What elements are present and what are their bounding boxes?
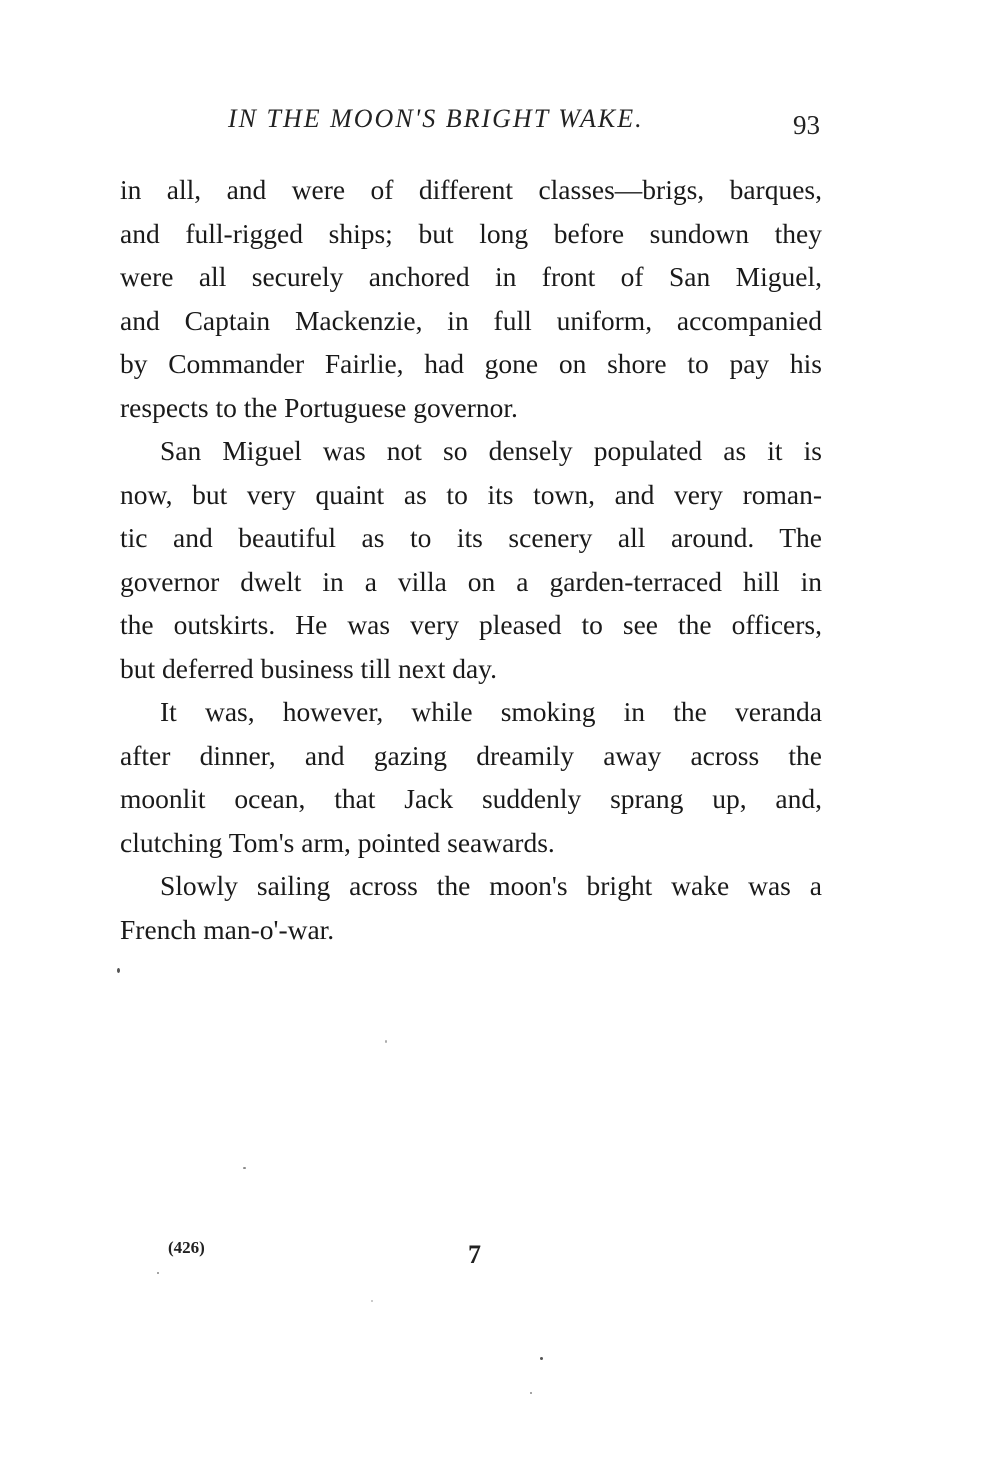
running-title: IN THE MOON'S BRIGHT WAKE. <box>228 104 644 133</box>
scan-speck <box>117 968 120 973</box>
text-line: Slowly sailing across the moon's bright wake was a <box>160 870 822 901</box>
signature-number: 7 <box>468 1240 481 1269</box>
scan-speck <box>243 1167 246 1169</box>
text-line: but deferred business till next day. <box>120 652 498 684</box>
text-line: now, but very quaint as to its town, and very roman- <box>120 478 822 510</box>
text-line: It was, however, while smoking in the veranda <box>160 696 822 727</box>
text-line: in all, and were of different classes—brigs, barques, <box>120 174 822 205</box>
text-line: moonlit ocean, that Jack suddenly sprang up, and, <box>120 783 822 814</box>
text-line: French man-o'-war. <box>120 913 335 945</box>
paragraph-1 <box>120 168 822 429</box>
body-text <box>120 168 822 951</box>
text-line: after dinner, and gazing dreamily away across the <box>120 739 822 771</box>
scan-speck <box>157 1272 159 1274</box>
page-number: 93 <box>793 110 820 140</box>
paragraph-2 <box>120 429 822 690</box>
text-line: and Captain Mackenzie, in full uniform, accompanied <box>120 304 822 336</box>
scan-speck <box>540 1357 543 1360</box>
text-line: tic and beautiful as to its scenery all around. The <box>120 522 822 553</box>
scan-speck <box>371 1300 373 1302</box>
text-line: were all securely anchored in front of San Miguel, <box>120 261 822 292</box>
scan-speck <box>530 1392 532 1394</box>
text-line: clutching Tom's arm, pointed seawards. <box>120 826 555 858</box>
text-line: by Commander Fairlie, had gone on shore to pay his <box>120 348 822 379</box>
paragraph-4 <box>120 864 822 951</box>
text-line: and full-rigged ships; but long before sundown they <box>120 217 822 249</box>
text-line: governor dwelt in a villa on a garden-terraced hill in <box>120 565 822 597</box>
paragraph-3 <box>120 690 822 864</box>
running-head <box>120 104 820 144</box>
scan-speck <box>385 1040 387 1043</box>
text-line: the outskirts. He was very pleased to see the officers, <box>120 609 822 640</box>
text-line: respects to the Portuguese governor. <box>120 391 518 423</box>
text-line: San Miguel was not so densely populated as it is <box>160 435 822 466</box>
signature-mark: (426) <box>168 1238 205 1257</box>
